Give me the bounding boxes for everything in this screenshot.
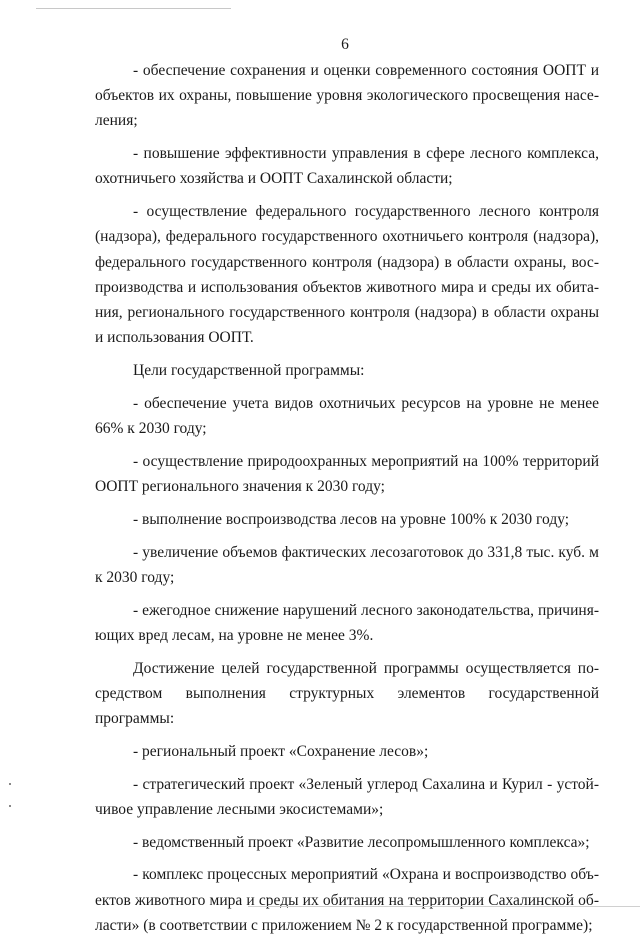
- paragraph: - стратегический проект «Зеленый углерод Сахалина и Курил - устойчивое управление лесными экосистемами»;: [95, 775, 599, 818]
- paragraph: - региональный проект «Сохранение лесов»;: [133, 742, 429, 760]
- paragraph: - повышение эффективности управления в сфере лесного комплекса, охотничьего хозяйства и ООПТ Сахалинской области;: [95, 145, 599, 188]
- document-body: [95, 58, 599, 946]
- paragraph: - осуществление федерального государственного лесного контроля (надзора), федерального государственного охотничьего контроля (надзора), федерального государственного контроля (надзора) в области охраны, воспроизводства и использования объектов животного мира и среды их обитания, регионального государственного контроля (надзора) в области охраны и использования ООПТ.: [95, 203, 599, 347]
- scan-edge-bottom: [248, 906, 640, 907]
- scan-speck: [9, 783, 11, 785]
- paragraph: - осуществление природоохранных мероприятий на 100% территорий ООПТ регионального значения к 2030 году;: [95, 452, 599, 496]
- paragraph: - ежегодное снижение нарушений лесного законодательства, причиняющих вред лесам, на уровне не менее 3%.: [95, 601, 599, 644]
- paragraph: Цели государственной программы:: [133, 362, 365, 380]
- page-number: 6: [341, 36, 349, 53]
- scan-speck: [9, 805, 11, 807]
- paragraph: - обеспечение сохранения и оценки современного состояния ООПТ и объектов их охраны, повышение уровня экологического просвещения населения;: [95, 62, 599, 130]
- paragraph: - комплекс процессных мероприятий «Охрана и воспроизводство объектов животного мира и среды их обитания на территории Сахалинской области» (в соответствии с приложением № 2 к государственной программе);: [95, 866, 599, 934]
- paragraph: - ведомственный проект «Развитие лесопромышленного комплекса»;: [133, 833, 590, 851]
- scan-edge-top: [36, 8, 231, 9]
- paragraph: - выполнение воспроизводства лесов на уровне 100% к 2030 году;: [133, 510, 570, 528]
- paragraph: - обеспечение учета видов охотничьих ресурсов на уровне не менее 66% к 2030 году;: [95, 394, 599, 438]
- paragraph: Достижение целей государственной программы осуществляется посредством выполнения структурных элементов государственной программы:: [95, 659, 599, 728]
- paragraph: - увеличение объемов фактических лесозаготовок до 331,8 тыс. куб. м к 2030 году;: [95, 543, 599, 586]
